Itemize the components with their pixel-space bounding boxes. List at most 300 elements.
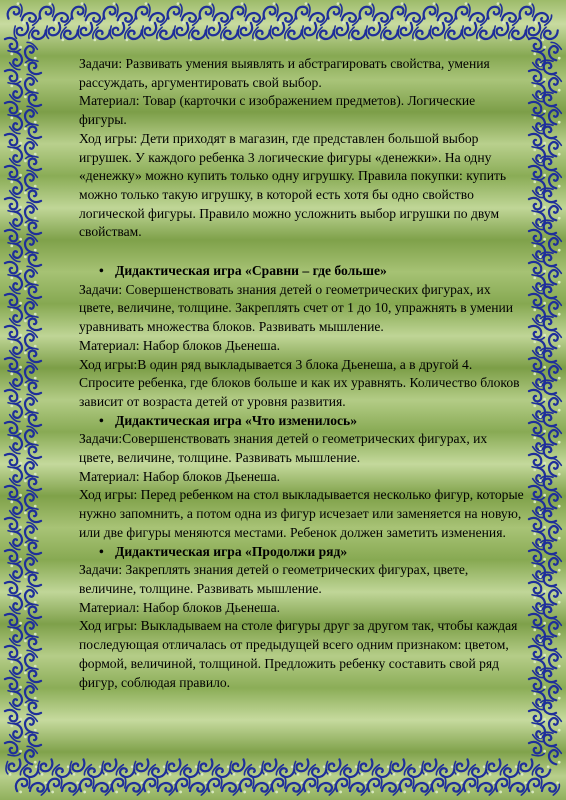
ornament-swirl xyxy=(528,706,547,726)
ornament-swirl xyxy=(6,434,25,454)
ornament-swirl xyxy=(546,650,565,670)
ornament-swirl xyxy=(529,274,548,294)
ornament-swirl xyxy=(22,330,41,350)
ornament-swirl xyxy=(43,20,63,39)
ornament-swirl xyxy=(141,775,161,794)
ornament-swirl xyxy=(52,761,72,780)
ornament-swirl xyxy=(22,106,41,126)
ornament-swirl xyxy=(372,10,392,29)
ornament-swirl xyxy=(397,775,417,794)
ornament-swirl xyxy=(528,450,547,470)
ornament-swirl xyxy=(528,610,547,630)
ornament-swirl xyxy=(528,546,547,566)
ornament-swirl xyxy=(22,714,41,734)
ornament-swirl xyxy=(23,90,42,110)
ornament-swirl xyxy=(6,178,25,198)
ornament-swirl xyxy=(528,98,547,118)
ornament-swirl xyxy=(212,10,232,29)
ornament-swirl xyxy=(11,20,31,39)
ornament-swirl xyxy=(546,618,565,638)
ornament-swirl xyxy=(6,562,25,582)
ornament-swirl xyxy=(412,27,430,44)
ornament-swirl xyxy=(546,138,565,158)
ornament-swirl xyxy=(546,490,565,510)
ornament-swirl xyxy=(235,20,255,39)
ornament-swirl xyxy=(331,20,351,39)
ornament-swirl xyxy=(528,322,547,342)
ornament-swirl xyxy=(538,314,557,334)
ornament-swirl xyxy=(538,442,557,462)
ornament-swirl xyxy=(254,778,273,796)
ornament-swirl xyxy=(22,682,41,702)
ornament-swirl xyxy=(158,778,177,796)
ornament-swirl xyxy=(4,386,23,406)
ornament-swirl xyxy=(529,594,548,614)
ornament-swirl xyxy=(468,10,488,29)
ornament-swirl xyxy=(4,354,23,374)
ornament-swirl xyxy=(538,602,557,622)
ornament-swirl xyxy=(340,761,360,780)
ornament-swirl xyxy=(22,298,41,318)
ornament-swirl xyxy=(414,778,433,796)
ornament-swirl xyxy=(6,114,25,134)
ornament-swirl xyxy=(23,250,42,270)
ornament-swirl xyxy=(4,290,23,310)
ornament-swirl xyxy=(546,106,565,126)
ornament-swirl xyxy=(363,20,383,39)
ornament-swirl xyxy=(92,27,110,44)
ornament-swirl xyxy=(529,434,548,454)
ornament-swirl xyxy=(22,138,41,158)
ornament-swirl xyxy=(148,761,168,780)
ornament-swirl xyxy=(267,20,287,39)
ornament-swirl xyxy=(528,674,547,694)
ornament-swirl xyxy=(23,378,42,398)
ornament-swirl xyxy=(23,442,42,462)
ornament-swirl xyxy=(77,775,97,794)
game1-material: Материал: Товар (карточки с изображением предметов). Логические фигуры. xyxy=(79,93,476,128)
ornament-swirl xyxy=(528,34,547,54)
ornament-swirl xyxy=(23,154,42,174)
ornament-swirl xyxy=(528,194,547,214)
ornament-swirl xyxy=(6,626,25,646)
ornament-swirl xyxy=(22,490,41,510)
ornament-swirl xyxy=(4,450,23,470)
ornament-swirl xyxy=(529,146,548,166)
game3-title: Дидактическая игра «Что изменилось» xyxy=(115,412,358,428)
ornament-swirl xyxy=(421,2,440,20)
ornament-swirl xyxy=(538,634,557,654)
ornament-swirl xyxy=(528,226,547,246)
ornament-swirl xyxy=(316,27,334,44)
ornament-swirl xyxy=(546,74,565,94)
ornament-swirl xyxy=(529,530,548,550)
ornament-swirl xyxy=(22,266,41,286)
ornament-swirl xyxy=(244,10,264,29)
ornament-swirl xyxy=(22,362,41,382)
ornament-swirl xyxy=(301,775,321,794)
ornament-swirl xyxy=(528,354,547,374)
ornament-swirl xyxy=(427,20,447,39)
ornament-swirl xyxy=(180,761,200,780)
ornament-swirl xyxy=(101,2,120,20)
ornament-swirl xyxy=(23,410,42,430)
game4-process: Ход игры: Выкладываем на столе фигуры друг за другом так, чтобы каждая последующая отличалась от предыдущей всего одним признаком: цветом, формой, величиной, толщиной. Предложить ребенку составить свой ряд фигур, соблюдая правило. xyxy=(79,618,518,690)
game4-tasks: Задачи: Закреплять знания детей о геометрических фигурах, цвете, величине, толщине. Развивать мышление. xyxy=(79,562,469,596)
ornament-swirl xyxy=(517,2,536,20)
ornament-swirl xyxy=(436,761,456,780)
ornament-swirl xyxy=(20,10,40,29)
ornament-swirl xyxy=(538,90,557,110)
ornament-swirl xyxy=(372,761,392,780)
ornament-swirl xyxy=(4,34,23,54)
ornament-swirl xyxy=(171,20,191,39)
ornament-swirl xyxy=(485,2,504,20)
ornament-swirl xyxy=(436,10,456,29)
ornament-swirl xyxy=(546,586,565,606)
game3-heading xyxy=(79,412,525,431)
ornament-swirl xyxy=(6,242,25,262)
ornament-swirl xyxy=(62,778,81,796)
ornament-swirl xyxy=(4,546,23,566)
ornament-swirl xyxy=(382,778,401,796)
ornament-swirl xyxy=(132,758,151,776)
ornament-swirl xyxy=(528,290,547,310)
ornament-swirl xyxy=(229,2,248,20)
ornament-swirl xyxy=(100,758,119,776)
game4-title: Дидактическая игра «Продолжи ряд» xyxy=(115,543,348,559)
ornament-swirl xyxy=(23,474,42,494)
ornament-swirl xyxy=(523,20,543,39)
ornament-swirl xyxy=(500,10,520,29)
ornament-swirl xyxy=(23,570,42,590)
ornament-swirl xyxy=(23,186,42,206)
ornament-swirl xyxy=(68,758,87,776)
document-body xyxy=(79,55,525,692)
ornament-swirl xyxy=(546,298,565,318)
ornament-swirl xyxy=(269,775,289,794)
ornament-swirl xyxy=(538,538,557,558)
ornament-swirl xyxy=(299,20,319,39)
ornament-swirl xyxy=(22,170,41,190)
ornament-swirl xyxy=(252,27,270,44)
ornament-swirl xyxy=(22,42,41,62)
ornament-swirl xyxy=(6,498,25,518)
game3-tasks: Задачи:Совершенствовать знания детей о геометрических фигурах, их цвете, величине, толщине. Развивать мышление. xyxy=(79,431,488,466)
ornament-swirl xyxy=(139,20,159,39)
ornament-swirl xyxy=(4,642,23,662)
ornament-swirl xyxy=(388,758,407,776)
ornament-swirl xyxy=(22,234,41,254)
ornament-swirl xyxy=(476,27,494,44)
ornament-swirl xyxy=(23,730,42,750)
ornament-swirl xyxy=(23,506,42,526)
ornament-swirl xyxy=(484,758,503,776)
ornament-swirl xyxy=(529,690,548,710)
ornament-swirl xyxy=(23,314,42,334)
ornament-swirl xyxy=(6,306,25,326)
ornament-swirl xyxy=(491,20,511,39)
ornament-swirl xyxy=(529,82,548,102)
ornament-swirl xyxy=(538,186,557,206)
ornament-swirl xyxy=(6,370,25,390)
game1-tasks: Задачи: Развивать умения выявлять и абстрагировать свойства, умения рассуждать, аргументировать свой выбор. xyxy=(79,56,490,90)
ornament-swirl xyxy=(546,234,565,254)
ornament-swirl xyxy=(4,758,23,776)
game4-material: Материал: Набор блоков Дьенеша. xyxy=(79,599,281,615)
ornament-swirl xyxy=(293,2,312,20)
ornament-swirl xyxy=(528,514,547,534)
ornament-swirl xyxy=(444,27,462,44)
ornament-swirl xyxy=(6,82,25,102)
ornament-swirl xyxy=(60,27,78,44)
ornament-swirl xyxy=(546,170,565,190)
ornament-swirl xyxy=(356,758,375,776)
ornament-swirl xyxy=(528,482,547,502)
ornament-swirl xyxy=(546,362,565,382)
ornament-swirl xyxy=(404,761,424,780)
ornament-swirl xyxy=(528,66,547,86)
ornament-swirl xyxy=(52,10,72,29)
ornament-swirl xyxy=(222,778,241,796)
ornament-swirl xyxy=(116,761,136,780)
ornament-swirl xyxy=(6,530,25,550)
ornament-swirl xyxy=(529,722,548,742)
ornament-swirl xyxy=(395,20,415,39)
game2-heading xyxy=(79,262,525,281)
ornament-swirl xyxy=(22,522,41,542)
ornament-swirl xyxy=(529,658,548,678)
ornament-swirl xyxy=(478,778,497,796)
ornament-swirl xyxy=(4,482,23,502)
ornament-swirl xyxy=(546,394,565,414)
ornament-swirl xyxy=(357,2,376,20)
ornament-swirl xyxy=(404,10,424,29)
ornament-swirl xyxy=(528,642,547,662)
ornament-swirl xyxy=(546,202,565,222)
ornament-swirl xyxy=(350,778,369,796)
ornament-swirl xyxy=(452,758,471,776)
ornament-swirl xyxy=(468,761,488,780)
ornament-swirl xyxy=(4,578,23,598)
ornament-swirl xyxy=(13,775,33,794)
ornament-swirl xyxy=(538,346,557,366)
ornament-swirl xyxy=(546,426,565,446)
ornament-swirl xyxy=(4,738,23,758)
ornament-swirl xyxy=(528,738,547,758)
ornament-swirl xyxy=(4,674,23,694)
ornament-swirl xyxy=(6,146,25,166)
ornament-swirl xyxy=(84,761,104,780)
bullet: • xyxy=(99,263,104,279)
ornament-swirl xyxy=(529,210,548,230)
ornament-swirl xyxy=(6,658,25,678)
ornament-swirl xyxy=(318,778,337,796)
ornament-swirl xyxy=(538,58,557,78)
ornament-border-bottom xyxy=(0,750,566,800)
ornament-swirl xyxy=(164,758,183,776)
ornament-swirl xyxy=(4,418,23,438)
ornament-swirl xyxy=(6,594,25,614)
ornament-swirl xyxy=(528,162,547,182)
ornament-swirl xyxy=(538,730,557,750)
ornament-swirl xyxy=(203,20,223,39)
ornament-swirl xyxy=(261,2,280,20)
ornament-swirl xyxy=(546,522,565,542)
ornament-swirl xyxy=(22,202,41,222)
ornament-swirl xyxy=(156,27,174,44)
ornament-swirl xyxy=(333,775,353,794)
ornament-swirl xyxy=(36,758,55,776)
ornament-swirl xyxy=(508,27,526,44)
ornament-swirl xyxy=(22,586,41,606)
ornament-swirl xyxy=(84,10,104,29)
ornament-swirl xyxy=(6,274,25,294)
ornament-swirl xyxy=(6,338,25,358)
ornament-swirl xyxy=(529,370,548,390)
ornament-swirl xyxy=(124,27,142,44)
ornament-swirl xyxy=(148,10,168,29)
bullet: • xyxy=(99,543,104,559)
ornament-swirl xyxy=(538,666,557,686)
ornament-swirl xyxy=(429,775,449,794)
ornament-swirl xyxy=(308,10,328,29)
ornament-swirl xyxy=(4,610,23,630)
ornament-swirl xyxy=(23,538,42,558)
ornament-swirl xyxy=(23,666,42,686)
game2-title: Дидактическая игра «Сравни – где больше» xyxy=(115,263,387,279)
ornament-swirl xyxy=(500,761,520,780)
game2-process: Ход игры:В один ряд выкладывается 3 блока Дьенеша, а в другой 4. Спросите ребенка, где блоков больше и как их уравнять. Количество блоков зависит от возраста детей от уровня развития. xyxy=(79,356,520,409)
ornament-swirl xyxy=(260,758,279,776)
ornament-swirl xyxy=(22,394,41,414)
ornament-swirl xyxy=(529,178,548,198)
ornament-swirl xyxy=(516,758,535,776)
ornament-swirl xyxy=(23,122,42,142)
ornament-swirl xyxy=(325,2,344,20)
ornament-swirl xyxy=(529,402,548,422)
ornament-swirl xyxy=(45,775,65,794)
ornament-swirl xyxy=(188,27,206,44)
ornament-swirl xyxy=(22,426,41,446)
ornament-swirl xyxy=(126,778,145,796)
ornament-swirl xyxy=(540,27,558,44)
ornament-swirl xyxy=(529,338,548,358)
ornament-swirl xyxy=(212,761,232,780)
ornament-swirl xyxy=(538,218,557,238)
ornament-border-left xyxy=(0,0,50,800)
ornament-swirl xyxy=(4,98,23,118)
ornament-swirl xyxy=(453,2,472,20)
ornament-swirl xyxy=(23,58,42,78)
ornament-swirl xyxy=(22,650,41,670)
ornament-swirl xyxy=(546,330,565,350)
game4-heading xyxy=(79,543,525,562)
ornament-swirl xyxy=(4,66,23,86)
ornament-swirl xyxy=(546,714,565,734)
ornament-swirl xyxy=(459,20,479,39)
ornament-swirl xyxy=(4,322,23,342)
ornament-swirl xyxy=(22,458,41,478)
ornament-swirl xyxy=(6,210,25,230)
ornament-swirl xyxy=(380,27,398,44)
ornament-swirl xyxy=(538,122,557,142)
ornament-swirl xyxy=(389,2,408,20)
bullet: • xyxy=(99,412,104,428)
ornament-swirl xyxy=(528,386,547,406)
ornament-swirl xyxy=(286,778,305,796)
ornament-swirl xyxy=(538,154,557,174)
ornament-swirl xyxy=(244,761,264,780)
ornament-swirl xyxy=(292,758,311,776)
game3-process: Ход игры: Перед ребенком на стол выкладывается несколько фигур, которые нужно запомнить, а потом одна из фигур исчезает или заменяется на новую, или две фигуры меняются местами. Ребенок должен заметить изменения. xyxy=(79,487,524,540)
ornament-swirl xyxy=(532,761,552,780)
ornament-swirl xyxy=(546,458,565,478)
ornament-swirl xyxy=(23,346,42,366)
ornament-swirl xyxy=(546,554,565,574)
ornament-swirl xyxy=(30,778,49,796)
ornament-swirl xyxy=(529,562,548,582)
ornament-swirl xyxy=(461,775,481,794)
ornament-swirl xyxy=(109,775,129,794)
ornament-swirl xyxy=(4,514,23,534)
ornament-swirl xyxy=(529,50,548,70)
ornament-swirl xyxy=(5,2,24,20)
ornament-swirl xyxy=(180,10,200,29)
game1-process: Ход игры: Дети приходят в магазин, где представлен большой выбор игрушек. У каждого ребенка 3 логические фигуры «денежки». На одну «денежку» можно купить только одну игрушку. Правила покупки: купить можно только такую игрушку, в которой есть хотя бы одно свойство логической фигуры. Правило можно усложнить выбор игрушки по двум свойствам. xyxy=(79,130,507,240)
ornament-swirl xyxy=(446,778,465,796)
ornament-swirl xyxy=(205,775,225,794)
ornament-swirl xyxy=(190,778,209,796)
ornament-swirl xyxy=(529,466,548,486)
ornament-swirl xyxy=(196,758,215,776)
ornament-swirl xyxy=(23,218,42,238)
ornament-swirl xyxy=(6,402,25,422)
ornament-swirl xyxy=(324,758,343,776)
ornament-swirl xyxy=(538,250,557,270)
ornament-swirl xyxy=(365,775,385,794)
ornament-swirl xyxy=(542,778,561,796)
ornament-swirl xyxy=(228,758,247,776)
ornament-swirl xyxy=(6,50,25,70)
ornament-swirl xyxy=(22,618,41,638)
ornament-swirl xyxy=(546,266,565,286)
ornament-swirl xyxy=(538,506,557,526)
ornament-swirl xyxy=(532,10,552,29)
ornament-swirl xyxy=(4,130,23,150)
ornament-swirl xyxy=(420,758,439,776)
ornament-swirl xyxy=(340,10,360,29)
ornament-swirl xyxy=(525,775,545,794)
ornament-swirl xyxy=(528,578,547,598)
ornament-swirl xyxy=(4,194,23,214)
game2-tasks: Задачи: Совершенствовать знания детей о геометрических фигурах, их цвете, величине, толщине. Закреплять счет от 1 до 10, упражнять в умении уравнивать множества блоков. Развивать мышление. xyxy=(79,281,514,335)
ornament-swirl xyxy=(510,778,529,796)
ornament-swirl xyxy=(529,114,548,134)
ornament-swirl xyxy=(538,410,557,430)
ornament-swirl xyxy=(538,570,557,590)
ornament-swirl xyxy=(6,722,25,742)
ornament-swirl xyxy=(4,162,23,182)
ornament-swirl xyxy=(4,258,23,278)
ornament-swirl xyxy=(37,2,56,20)
game2-material: Материал: Набор блоков Дьенеша. xyxy=(79,337,281,353)
ornament-swirl xyxy=(276,10,296,29)
ornament-swirl xyxy=(75,20,95,39)
ornament-swirl xyxy=(237,775,257,794)
ornament-swirl xyxy=(173,775,193,794)
ornament-swirl xyxy=(6,466,25,486)
